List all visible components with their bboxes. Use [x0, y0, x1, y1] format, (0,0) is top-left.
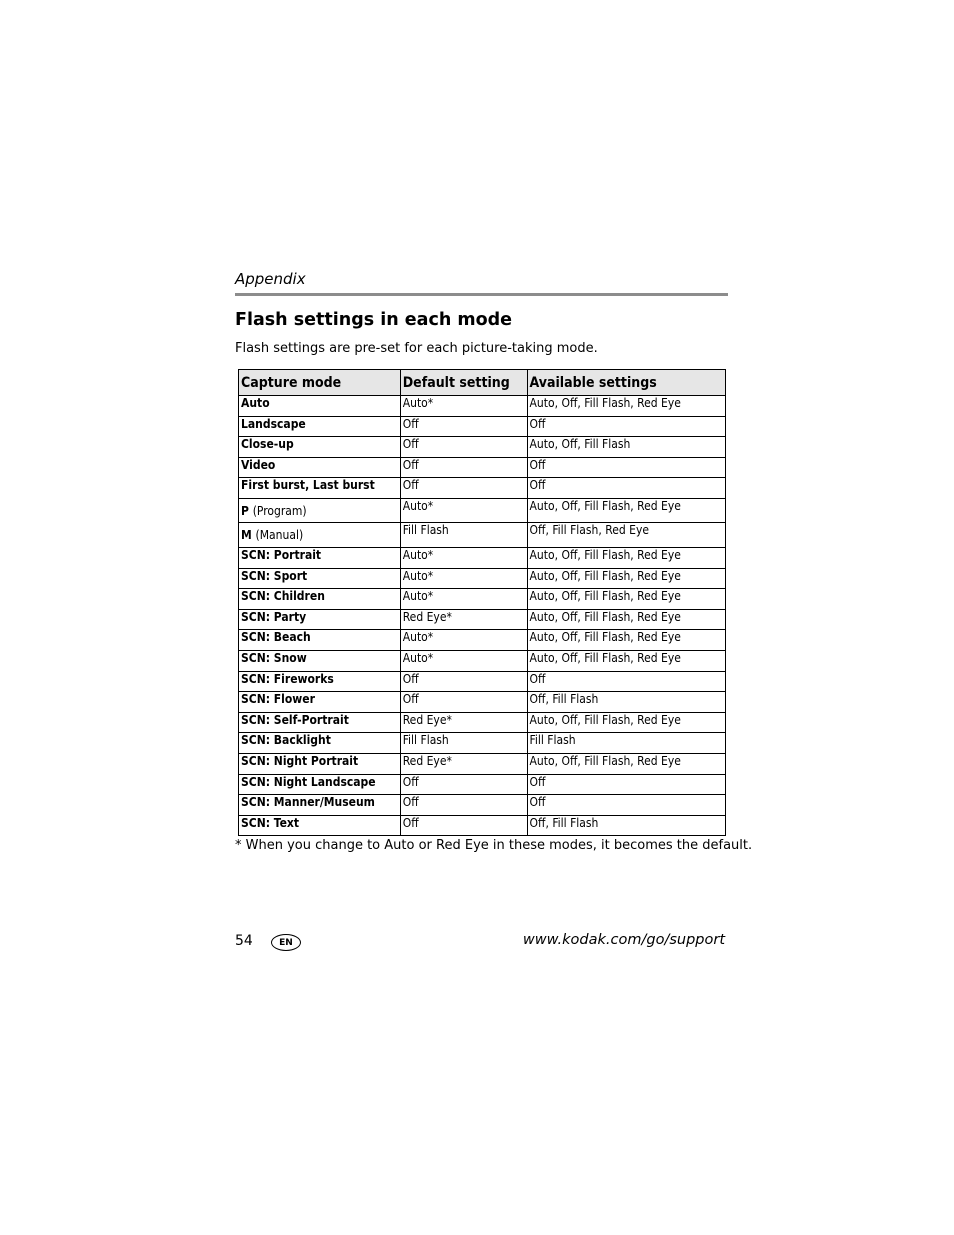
capture-mode-cell	[239, 650, 401, 671]
capture-mode-cell	[239, 498, 401, 523]
table-row	[239, 498, 726, 523]
default-setting-cell: Auto*	[400, 589, 527, 610]
capture-mode-cell	[239, 671, 401, 692]
capture-mode-label: SCN: Night Portrait	[241, 753, 359, 768]
available-settings-cell: Off, Fill Flash	[527, 692, 725, 713]
table-row	[239, 815, 726, 836]
capture-mode-label: SCN: Portrait	[241, 547, 322, 562]
table-row	[239, 671, 726, 692]
available-settings-cell: Off	[527, 416, 725, 437]
default-setting-cell: Auto*	[400, 396, 527, 417]
capture-mode-label: SCN: Flower	[241, 692, 315, 707]
capture-mode-label: Landscape	[241, 416, 306, 431]
capture-mode-cell	[239, 815, 401, 836]
capture-mode-label: SCN: Manner/Museum	[241, 795, 375, 810]
table-row	[239, 437, 726, 458]
capture-mode-note: (Manual)	[255, 528, 304, 543]
available-settings-cell: Off	[527, 671, 725, 692]
available-settings-cell: Auto, Off, Fill Flash	[527, 437, 725, 458]
default-setting-cell: Off	[400, 671, 527, 692]
capture-mode-cell	[239, 437, 401, 458]
capture-mode-label: P	[241, 503, 249, 518]
capture-mode-label: SCN: Night Landscape	[241, 774, 376, 789]
table-header-row	[239, 370, 726, 396]
default-setting-cell: Red Eye*	[400, 609, 527, 630]
available-settings-cell: Fill Flash	[527, 733, 725, 754]
default-setting-cell: Off	[400, 416, 527, 437]
default-setting-cell: Auto*	[400, 630, 527, 651]
capture-mode-cell	[239, 774, 401, 795]
table-row	[239, 523, 726, 548]
capture-mode-label: SCN: Backlight	[241, 733, 331, 748]
available-settings-cell: Off, Fill Flash	[527, 815, 725, 836]
available-settings-cell: Auto, Off, Fill Flash, Red Eye	[527, 547, 725, 568]
table-row	[239, 457, 726, 478]
capture-mode-cell	[239, 478, 401, 499]
capture-mode-label: SCN: Beach	[241, 630, 311, 645]
table-row	[239, 609, 726, 630]
default-setting-cell: Red Eye*	[400, 712, 527, 733]
support-url[interactable]: www.kodak.com/go/support	[522, 932, 725, 948]
capture-mode-cell	[239, 712, 401, 733]
capture-mode-label: Video	[241, 457, 276, 472]
available-settings-cell: Auto, Off, Fill Flash, Red Eye	[527, 650, 725, 671]
section-label: Appendix	[235, 270, 306, 288]
available-settings-cell: Off	[527, 478, 725, 499]
default-setting-cell: Off	[400, 457, 527, 478]
column-header-default-setting: Default setting	[400, 370, 527, 396]
capture-mode-cell	[239, 568, 401, 589]
table-row	[239, 650, 726, 671]
available-settings-cell: Off	[527, 795, 725, 816]
table-row	[239, 733, 726, 754]
default-setting-cell: Off	[400, 774, 527, 795]
default-setting-cell: Off	[400, 478, 527, 499]
capture-mode-label: SCN: Snow	[241, 650, 307, 665]
capture-mode-label: Auto	[241, 396, 270, 410]
capture-mode-cell	[239, 523, 401, 548]
available-settings-cell: Auto, Off, Fill Flash, Red Eye	[527, 609, 725, 630]
intro-text: Flash settings are pre-set for each picture-taking mode.	[235, 341, 598, 356]
capture-mode-note: (Program)	[252, 503, 307, 518]
column-header-available-settings: Available settings	[527, 370, 725, 396]
default-setting-cell: Fill Flash	[400, 733, 527, 754]
capture-mode-cell	[239, 547, 401, 568]
table-row	[239, 753, 726, 774]
default-setting-cell: Off	[400, 815, 527, 836]
capture-mode-cell	[239, 457, 401, 478]
available-settings-cell: Auto, Off, Fill Flash, Red Eye	[527, 630, 725, 651]
capture-mode-cell	[239, 609, 401, 630]
available-settings-cell: Auto, Off, Fill Flash, Red Eye	[527, 753, 725, 774]
available-settings-cell: Off, Fill Flash, Red Eye	[527, 523, 725, 548]
table-row	[239, 795, 726, 816]
capture-mode-cell	[239, 692, 401, 713]
capture-mode-cell	[239, 396, 401, 417]
capture-mode-cell	[239, 416, 401, 437]
header-rule	[235, 293, 728, 296]
capture-mode-label: SCN: Fireworks	[241, 671, 334, 686]
default-setting-cell: Fill Flash	[400, 523, 527, 548]
capture-mode-cell	[239, 753, 401, 774]
table-row	[239, 589, 726, 610]
table-row	[239, 692, 726, 713]
capture-mode-label: SCN: Self-Portrait	[241, 712, 349, 727]
capture-mode-label: SCN: Party	[241, 609, 307, 624]
default-setting-cell: Auto*	[400, 498, 527, 523]
capture-mode-cell	[239, 795, 401, 816]
available-settings-cell: Auto, Off, Fill Flash, Red Eye	[527, 498, 725, 523]
available-settings-cell: Auto, Off, Fill Flash, Red Eye	[527, 396, 725, 417]
default-setting-cell: Off	[400, 692, 527, 713]
capture-mode-label: First burst, Last burst	[241, 478, 375, 493]
table-row	[239, 774, 726, 795]
capture-mode-cell	[239, 733, 401, 754]
capture-mode-label: SCN: Children	[241, 589, 325, 604]
default-setting-cell: Off	[400, 437, 527, 458]
available-settings-cell: Auto, Off, Fill Flash, Red Eye	[527, 568, 725, 589]
table-row	[239, 630, 726, 651]
page-title: Flash settings in each mode	[235, 310, 513, 330]
table-row	[239, 396, 726, 417]
default-setting-cell: Off	[400, 795, 527, 816]
flash-settings-table	[238, 369, 726, 836]
default-setting-cell: Auto*	[400, 650, 527, 671]
language-badge: EN	[271, 934, 301, 951]
page-number: 54	[235, 933, 253, 949]
capture-mode-cell	[239, 630, 401, 651]
capture-mode-cell	[239, 589, 401, 610]
available-settings-cell: Off	[527, 774, 725, 795]
default-setting-cell: Auto*	[400, 547, 527, 568]
table-row	[239, 712, 726, 733]
column-header-capture-mode: Capture mode	[239, 370, 401, 396]
footnote: * When you change to Auto or Red Eye in these modes, it becomes the default.	[235, 838, 753, 853]
capture-mode-label: SCN: Text	[241, 815, 300, 830]
available-settings-cell: Auto, Off, Fill Flash, Red Eye	[527, 712, 725, 733]
capture-mode-label: Close-up	[241, 437, 294, 452]
default-setting-cell: Auto*	[400, 568, 527, 589]
table-body	[239, 396, 726, 836]
default-setting-cell: Red Eye*	[400, 753, 527, 774]
available-settings-cell: Auto, Off, Fill Flash, Red Eye	[527, 589, 725, 610]
capture-mode-label: SCN: Sport	[241, 568, 308, 583]
capture-mode-label: M	[241, 528, 252, 543]
available-settings-cell: Off	[527, 457, 725, 478]
table-row	[239, 478, 726, 499]
table-row	[239, 547, 726, 568]
table-row	[239, 416, 726, 437]
table-row	[239, 568, 726, 589]
